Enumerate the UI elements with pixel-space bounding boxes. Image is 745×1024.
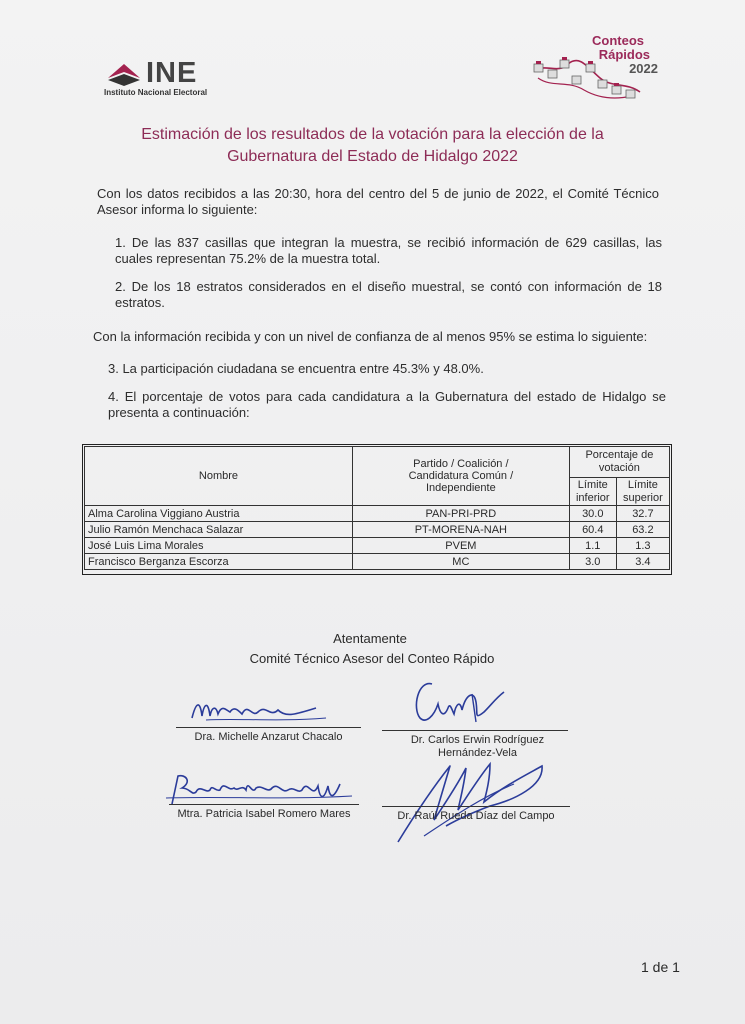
upper-limit: 32.7 (616, 506, 669, 522)
conteos-line1: Conteos (592, 33, 644, 48)
closing-committee: Comité Técnico Asesor del Conteo Rápido (249, 651, 495, 666)
signature-carlos (404, 674, 514, 729)
ine-logo-text: INE (146, 57, 198, 89)
candidate-name: Francisco Berganza Escorza (85, 554, 353, 570)
lower-limit: 60.4 (569, 522, 616, 538)
upper-limit: 3.4 (616, 554, 669, 570)
upper-limit: 63.2 (616, 522, 669, 538)
candidate-name: Julio Ramón Menchaca Salazar (85, 522, 353, 538)
list-item-3: 3. La participación ciudadana se encuentra entre 45.3% y 48.0%. (108, 361, 484, 376)
confidence-paragraph: Con la información recibida y con un nivel de confianza de al menos 95% se estima lo siguiente: (93, 329, 648, 344)
signature-line-4 (382, 806, 570, 807)
signatory-2-name-line2: Hernández-Vela (438, 747, 517, 759)
candidate-party: PAN-PRI-PRD (352, 506, 569, 522)
lower-limit: 30.0 (569, 506, 616, 522)
candidate-party: PT-MORENA-NAH (352, 522, 569, 538)
table-header-row (85, 447, 670, 478)
signature-line-2 (382, 730, 568, 731)
title-line-1: Estimación de los resultados de la votación para la elección de la (141, 126, 604, 143)
header-limite-inferior: Límite inferior (569, 478, 616, 506)
header-partido: Partido / Coalición / Candidatura Común / Independiente (352, 447, 569, 506)
header-porcentaje: Porcentaje de votación (569, 447, 669, 478)
ine-subtitle: Instituto Nacional Electoral (104, 88, 208, 97)
candidate-party: MC (352, 554, 569, 570)
title-line-2: Gubernatura del Estado de Hidalgo 2022 (227, 148, 518, 165)
candidate-name: José Luis Lima Morales (85, 538, 353, 554)
lower-limit: 3.0 (569, 554, 616, 570)
ballot-boxes-icon (528, 34, 658, 114)
signatory-1-name: Dra. Michelle Anzarut Chacalo (194, 731, 343, 743)
table-row (85, 522, 670, 538)
list-item-2: 2. De los 18 estratos considerados en el diseño muestral, se contó con información de 18 estratos. (115, 279, 662, 310)
intro-paragraph: Con los datos recibidos a las 20:30, hora del centro del 5 de junio de 2022, el Comité Técnico Asesor informa lo siguiente: (97, 186, 659, 217)
document-title (80, 124, 665, 168)
signature-michelle (186, 688, 336, 728)
list-item-4: 4. El porcentaje de votos para cada candidatura a la Gubernatura del estado de Hidalgo se presenta a continuación: (108, 389, 666, 420)
candidate-name: Alma Carolina Viggiano Austria (85, 506, 353, 522)
upper-limit: 1.3 (616, 538, 669, 554)
conteos-line2: Rápidos (598, 47, 650, 62)
closing-atentamente: Atentamente (333, 631, 407, 646)
header-nombre: Nombre (85, 447, 353, 506)
signature-line-3 (169, 804, 359, 805)
signature-line-1 (176, 727, 361, 728)
signatory-4-name: Dr. Raúl Rueda Díaz del Campo (397, 810, 555, 822)
table-row (85, 554, 670, 570)
list-item-1: 1. De las 837 casillas que integran la muestra, se recibió información de 629 casillas, las cuales representan 75.2% de la muestra total. (115, 235, 662, 266)
signature-raul (394, 756, 554, 846)
signatory-2-name-line1: Dr. Carlos Erwin Rodríguez (410, 734, 545, 746)
candidate-party: PVEM (352, 538, 569, 554)
table-row (85, 538, 670, 554)
signatory-3-name: Mtra. Patricia Isabel Romero Mares (177, 808, 351, 820)
ine-logo (104, 58, 229, 96)
conteos-year: 2022 (629, 61, 658, 76)
table-row (85, 506, 670, 522)
conteos-rapidos-logo (528, 34, 658, 114)
lower-limit: 1.1 (569, 538, 616, 554)
ine-emblem-icon (104, 58, 144, 88)
page-number: 1 de 1 (641, 959, 680, 975)
results-table (84, 446, 670, 570)
header-limite-superior: Límite superior (616, 478, 669, 506)
